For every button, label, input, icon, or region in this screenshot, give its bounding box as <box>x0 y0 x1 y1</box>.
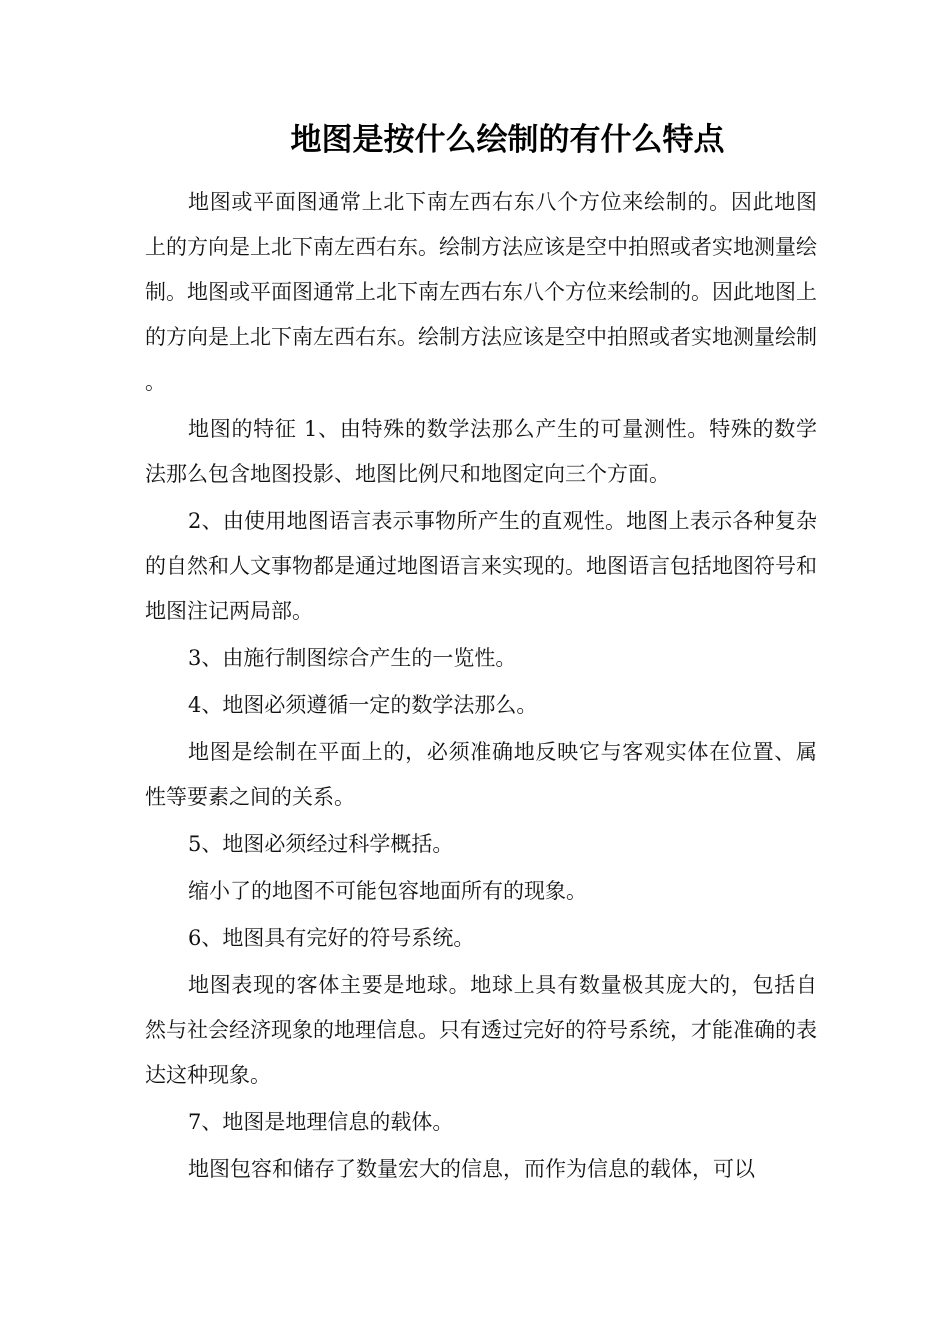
document-title: 地图是按什么绘制的有什么特点 <box>290 122 725 158</box>
paragraph-feature-1: 地图的特征 1、由特殊的数学法那么产生的可量测性。特殊的数学法那么包含地图投影、地图比例尺和地图定向三个方面。 <box>145 417 817 486</box>
paragraph-feature-4: 4、地图必须遵循一定的数学法那么。 <box>188 693 538 717</box>
paragraph-feature-5: 5、地图必须经过科学概括。 <box>188 832 454 856</box>
document-body <box>145 180 817 1194</box>
paragraph-feature-2: 2、由使用地图语言表示事物所产生的直观性。地图上表示各种复杂的自然和人文事物都是通过地图语言来实现的。地图语言包括地图符号和地图注记两局部。 <box>145 509 817 623</box>
paragraph-feature-7-detail: 地图包容和储存了数量宏大的信息，而作为信息的载体，可以 <box>188 1157 755 1181</box>
paragraph-map-orientation: 地图或平面图通常上北下南左西右东八个方位来绘制的。因此地图上的方向是上北下南左西右东。绘制方法应该是空中拍照或者实地测量绘制。地图或平面图通常上北下南左西右东八个方位来绘制的。因此地图上的方向是上北下南左西右东。绘制方法应该是空中拍照或者实地测量绘制。 <box>145 190 817 394</box>
paragraph-feature-7: 7、地图是地理信息的载体。 <box>188 1110 454 1134</box>
paragraph-feature-4-detail: 地图是绘制在平面上的，必须准确地反映它与客观实体在位置、属性等要素之间的关系。 <box>145 740 817 809</box>
paragraph-feature-5-detail: 缩小了的地图不可能包容地面所有的现象。 <box>188 879 587 903</box>
paragraph-feature-6-detail: 地图表现的客体主要是地球。地球上具有数量极其庞大的，包括自然与社会经济现象的地理信息。只有透过完好的符号系统，才能准确的表达这种现象。 <box>145 973 817 1087</box>
paragraph-feature-6: 6、地图具有完好的符号系统。 <box>188 926 475 950</box>
paragraph-feature-3: 3、由施行制图综合产生的一览性。 <box>188 646 517 670</box>
